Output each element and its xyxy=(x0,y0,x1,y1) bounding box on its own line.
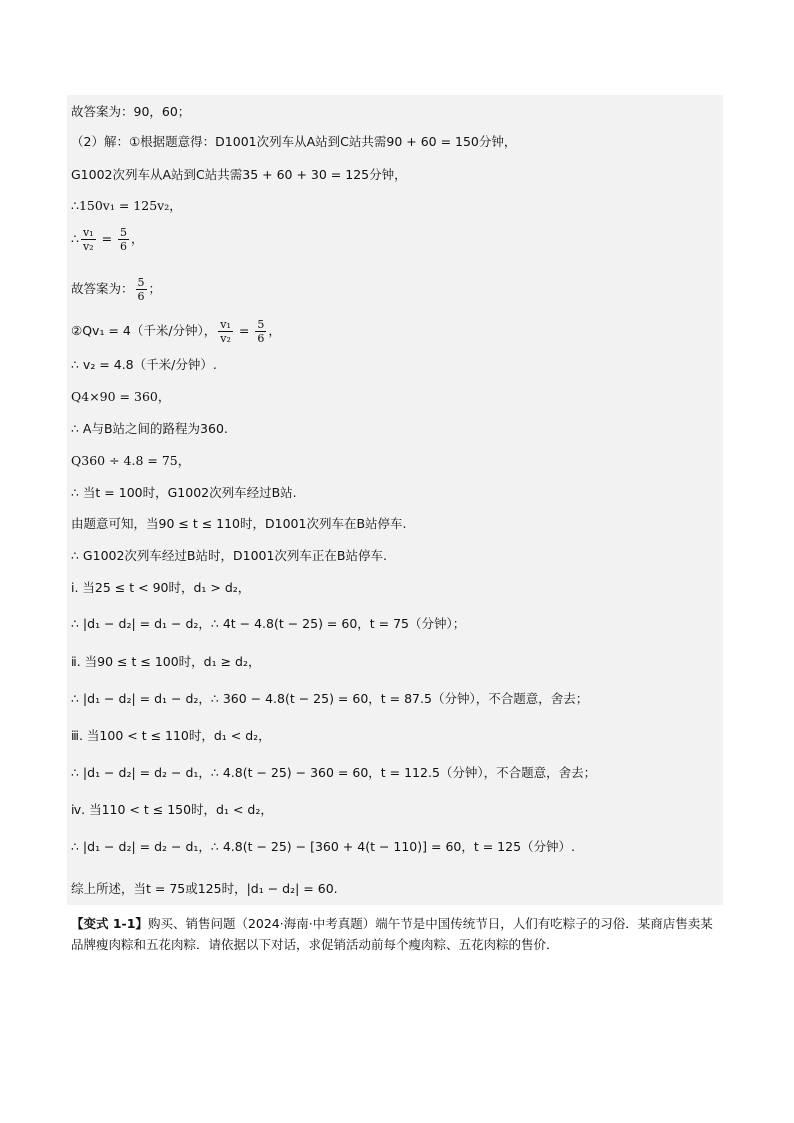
g1002-pass-line: ∴ 当t = 100时，G1002次列车经过B站. xyxy=(71,485,297,500)
case-3-condition: ⅲ. 当100 < t ≤ 110时，d₁ < d₂， xyxy=(71,728,271,743)
case-4-solution: ∴ |d₁ − d₂| = d₂ − d₁，∴ 4.8(t − 25) − [360 + 4(t − 110)] = 60，t = 125（分钟）. xyxy=(71,839,575,854)
answer-fraction xyxy=(136,276,147,303)
punctuation: ； xyxy=(148,281,162,296)
equals-sign: = xyxy=(238,323,250,338)
fraction-numerator: v₁ xyxy=(220,318,231,331)
speed-equation-line: ∴150v₁ = 125v₂， xyxy=(71,198,182,213)
fraction-denominator: 6 xyxy=(257,332,265,345)
solution-part-2-intro: （2）解：①根据题意得：D1001次列车从A站到C站共需90 + 60 = 150分钟， xyxy=(71,134,517,149)
case-4-condition: ⅳ. 当110 < t ≤ 150时，d₁ < d₂， xyxy=(71,802,273,817)
fraction-numerator: 5 xyxy=(137,276,145,289)
v2-value-line: ∴ v₂ = 4.8（千米/分钟）. xyxy=(71,357,217,372)
g1002-time-line: G1002次列车从A站到C站共需35 + 60 + 30 = 125分钟， xyxy=(71,167,407,182)
answer-line-2 xyxy=(71,276,161,303)
distance-calc-line: Q4×90 = 360， xyxy=(71,389,171,404)
ratio-value-fraction xyxy=(118,226,129,253)
fraction-numerator: 5 xyxy=(120,226,128,239)
speed-ratio-line xyxy=(71,226,144,253)
punctuation: ， xyxy=(131,231,144,246)
fraction-denominator: 6 xyxy=(120,240,128,253)
distance-result-line: ∴ A与B站之间的路程为360. xyxy=(71,421,228,436)
case-2-solution: ∴ |d₁ − d₂| = d₁ − d₂，∴ 360 − 4.8(t − 25) = 60，t = 87.5（分钟），不合题意，舍去； xyxy=(71,691,589,706)
case-1-condition: ⅰ. 当25 ≤ t < 90时，d₁ > d₂， xyxy=(71,580,251,595)
speed-ratio-fraction xyxy=(81,226,96,253)
equals-sign: = xyxy=(101,231,113,246)
speed-ratio-fraction xyxy=(218,318,233,345)
variant-problem xyxy=(71,913,721,955)
variant-tag: 【变式 1-1】 xyxy=(71,916,148,931)
given-speed: ②Qv₁ = 4（千米/分钟）， xyxy=(71,323,217,338)
case-1-solution: ∴ |d₁ − d₂| = d₁ − d₂，∴ 4t − 4.8(t − 25) = 60，t = 75（分钟）； xyxy=(71,616,466,631)
fraction-denominator: v₂ xyxy=(82,240,94,253)
time-calc-line: Q360 ÷ 4.8 = 75， xyxy=(71,453,191,468)
part-2-given-line xyxy=(71,318,281,345)
case-3-solution: ∴ |d₁ − d₂| = d₂ − d₁，∴ 4.8(t − 25) − 360 = 60，t = 112.5（分钟），不合题意，舍去； xyxy=(71,765,597,780)
therefore-symbol: ∴ xyxy=(71,231,79,246)
case-2-condition: ⅱ. 当90 ≤ t ≤ 100时，d₁ ≥ d₂， xyxy=(71,654,261,669)
fraction-denominator: 6 xyxy=(137,290,145,303)
answer-line-1: 故答案为：90，60； xyxy=(71,104,191,119)
variant-text: 购买、销售问题（2024·海南·中考真题）端午节是中国传统节日，人们有吃粽子的习俗．某商店售卖某品牌瘦肉粽和五花肉粽．请依据以下对话，求促销活动前每个瘦肉粽、五花肉粽的售价． xyxy=(71,916,713,952)
summary-line: 综上所述，当t = 75或125时，|d₁ − d₂| = 60. xyxy=(71,881,338,896)
fraction-denominator: v₂ xyxy=(220,332,231,345)
d1001-stop-line: 由题意可知，当90 ≤ t ≤ 110时，D1001次列车在B站停车. xyxy=(71,516,407,531)
answer-prefix: 故答案为： xyxy=(71,281,134,296)
fraction-numerator: 5 xyxy=(257,318,265,331)
fraction-numerator: v₁ xyxy=(82,226,94,239)
conclusion-stop-line: ∴ G1002次列车经过B站时，D1001次列车正在B站停车. xyxy=(71,548,387,563)
ratio-value-fraction xyxy=(255,318,266,345)
punctuation: ， xyxy=(268,323,281,338)
